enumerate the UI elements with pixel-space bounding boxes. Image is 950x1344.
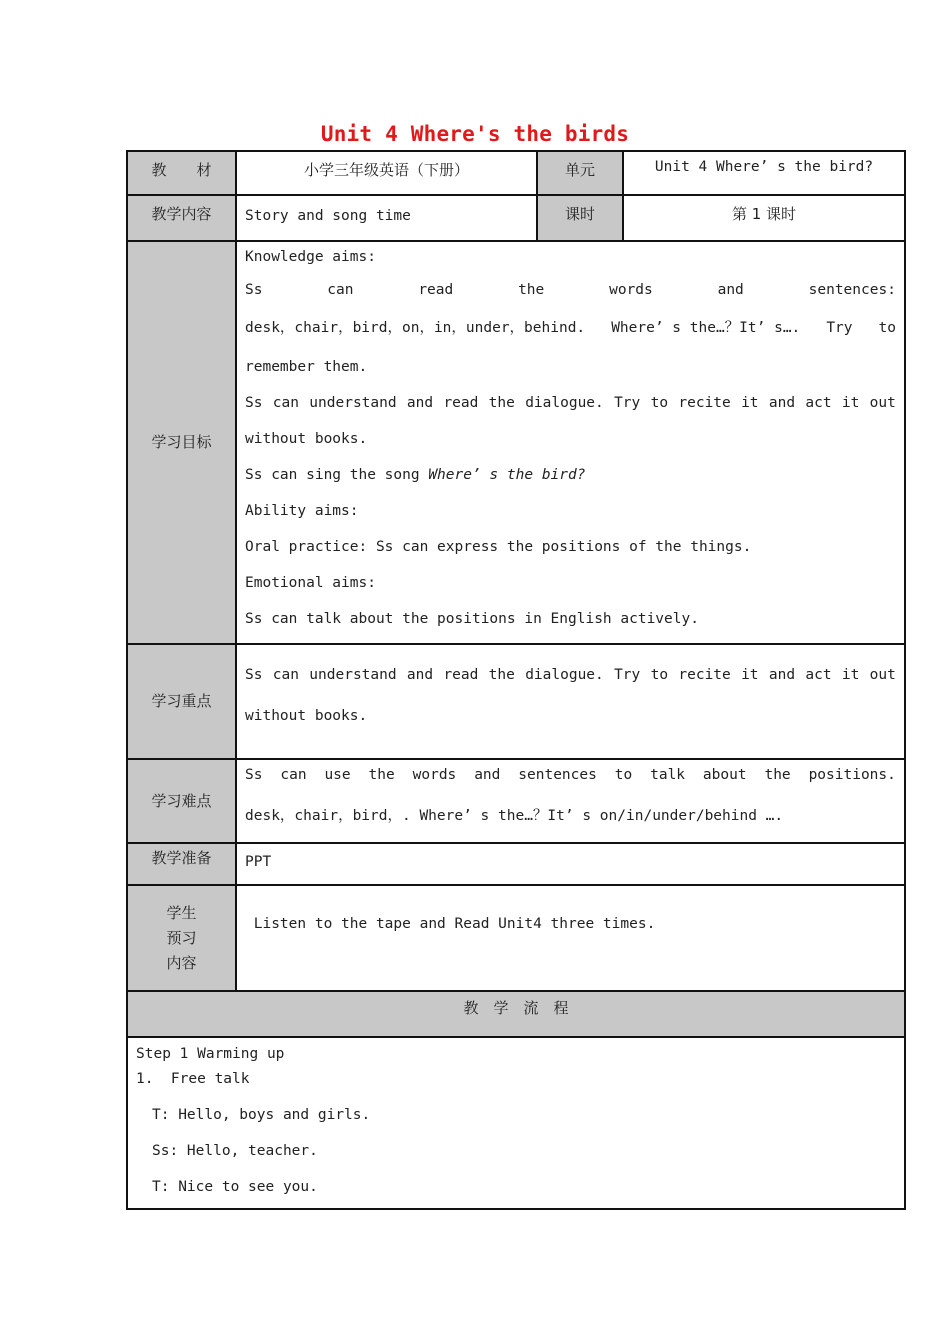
period-label: 课时	[536, 194, 624, 242]
words-list-word: desk，chair，bird，on，in，under，behind.	[245, 320, 586, 336]
key-points-word: to	[650, 667, 669, 683]
dialogue-word: to	[650, 395, 669, 411]
process-heading: 教 学 流 程	[126, 990, 906, 1038]
read-words-word: words	[609, 282, 653, 298]
difficulties-label: 学习难点	[126, 758, 237, 844]
difficulties-word: sentences	[518, 767, 597, 783]
difficulties-content	[235, 758, 906, 844]
difficulties-word: to	[614, 767, 633, 783]
dialogue-word: Try	[614, 395, 641, 411]
key-points-word: Ss	[245, 667, 263, 683]
unit-label: 单元	[536, 150, 624, 196]
textbook-label: 教 材	[126, 150, 237, 196]
preview-label	[126, 884, 237, 992]
textbook-value: 小学三年级英语（下册）	[235, 150, 538, 196]
key-points-word: read	[443, 667, 479, 683]
dialogue-line-2: Ss: Hello, teacher.	[152, 1143, 318, 1159]
words-list-word: to	[878, 320, 896, 336]
dialogue-word: understand	[309, 395, 397, 411]
read-words-line	[245, 272, 896, 308]
dialogue-word: read	[443, 395, 479, 411]
document-title: Unit 4 Where's the birds	[320, 122, 630, 146]
read-words-word: Ss	[245, 282, 263, 298]
read-words-word: read	[418, 282, 454, 298]
knowledge-heading: Knowledge aims:	[245, 249, 376, 265]
dialogue-word: can	[272, 395, 299, 411]
difficulties-word: words	[412, 767, 457, 783]
preparation-label: 教学准备	[126, 842, 237, 886]
content-label: 教学内容	[126, 194, 237, 242]
period-value: 第 1 课时	[622, 194, 906, 242]
preview-label-line-2: 预习	[166, 928, 197, 947]
emotional-heading: Emotional aims:	[245, 575, 376, 591]
difficulties-word: can	[280, 767, 307, 783]
difficulties-word: the	[368, 767, 395, 783]
read-words-word: the	[518, 282, 545, 298]
words-list-line	[245, 308, 896, 349]
song-title: Where’ s the bird?	[428, 467, 586, 483]
remember-line: remember them.	[245, 359, 368, 375]
dialogue-word: recite	[678, 395, 731, 411]
key-points-word: it	[741, 667, 759, 683]
words-list-word: Where’ s the…？It’ s….	[611, 320, 801, 336]
dialogue-word: and	[406, 395, 434, 411]
without-books-line: without books.	[245, 431, 368, 447]
key-points-word: and	[406, 667, 434, 683]
song-prefix: Ss can sing the song	[245, 467, 429, 483]
free-talk-item: 1. Free talk	[136, 1071, 250, 1087]
objectives-content	[235, 240, 906, 645]
dialogue-line-1: T: Hello, boys and girls.	[152, 1107, 371, 1123]
preparation-value: PPT	[235, 842, 906, 886]
key-points-word: out	[869, 667, 896, 683]
key-points-label: 学习重点	[126, 643, 237, 760]
difficulties-line2: desk，chair，bird，. Where’ s the…？It’ s on/in/under/behind ….	[245, 808, 784, 824]
key-points-word: Try	[614, 667, 641, 683]
key-points-word: and	[768, 667, 796, 683]
song-line	[245, 457, 896, 493]
difficulties-word: talk	[650, 767, 686, 783]
words-list-word: Try	[826, 320, 853, 336]
dialogue-word: act	[805, 395, 832, 411]
difficulties-line	[245, 760, 896, 796]
dialogue-word: Ss	[245, 395, 263, 411]
emotional-text: Ss can talk about the positions in English actively.	[245, 611, 699, 627]
key-points-line	[245, 657, 896, 698]
process-body	[126, 1036, 906, 1210]
dialogue-line-3: T: Nice to see you.	[152, 1179, 318, 1195]
preview-label-line-1: 学生	[166, 903, 197, 922]
read-words-word: sentences:	[808, 282, 896, 298]
step-heading: Step 1 Warming up	[136, 1046, 285, 1062]
content-value: Story and song time	[235, 194, 538, 242]
key-points-word: the	[488, 667, 515, 683]
difficulties-word: positions.	[808, 767, 896, 783]
key-points-word: dialogue.	[525, 667, 604, 683]
read-words-word: can	[327, 282, 354, 298]
dialogue-word: dialogue.	[525, 395, 604, 411]
difficulties-word: the	[764, 767, 791, 783]
difficulties-word: Ss	[245, 767, 263, 783]
key-points-word: act	[805, 667, 832, 683]
difficulties-word: and	[474, 767, 501, 783]
dialogue-word: and	[768, 395, 796, 411]
key-points-word: understand	[309, 667, 397, 683]
key-points-word: it	[841, 667, 860, 683]
preview-label-line-3: 内容	[166, 953, 197, 972]
dialogue-line	[245, 385, 896, 421]
key-points-content	[235, 643, 906, 760]
key-points-line2: without books.	[245, 708, 368, 724]
dialogue-word: the	[488, 395, 515, 411]
key-points-word: can	[272, 667, 299, 683]
key-points-word: recite	[678, 667, 731, 683]
preview-value: Listen to the tape and Read Unit4 three times.	[235, 884, 906, 992]
dialogue-word: out	[869, 395, 896, 411]
difficulties-word: about	[702, 767, 747, 783]
dialogue-word: it	[841, 395, 860, 411]
difficulties-word: use	[324, 767, 351, 783]
unit-value: Unit 4 Where’ s the bird?	[622, 150, 906, 196]
ability-heading: Ability aims:	[245, 503, 359, 519]
objectives-label: 学习目标	[126, 240, 237, 645]
dialogue-word: it	[741, 395, 759, 411]
read-words-word: and	[717, 282, 744, 298]
oral-practice-line: Oral practice: Ss can express the positions of the things.	[245, 539, 752, 555]
